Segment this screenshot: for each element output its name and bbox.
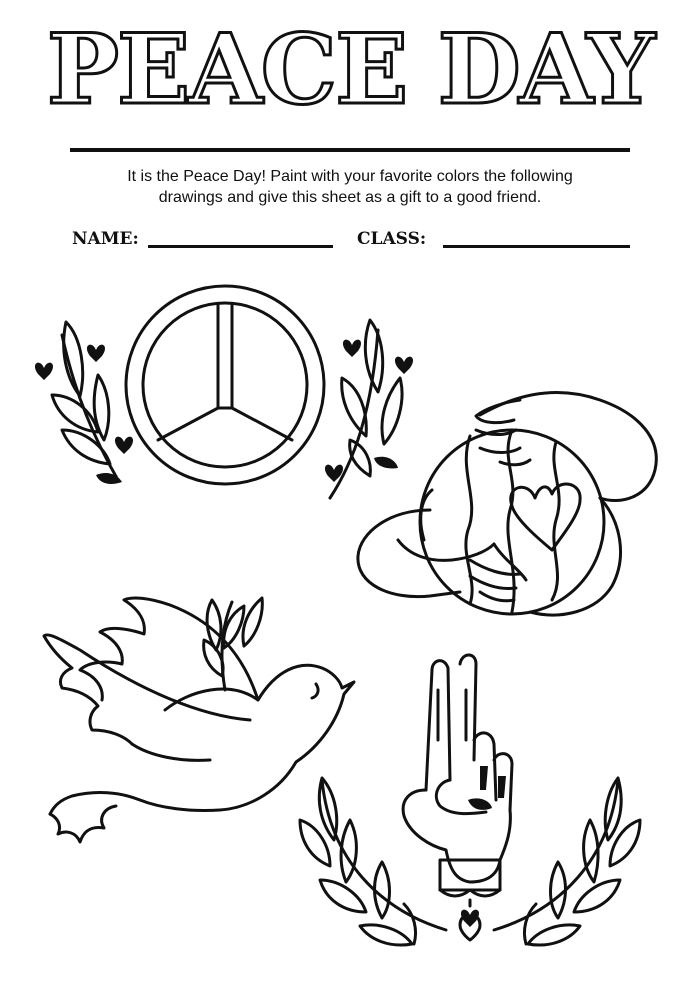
intro-line-2: drawings and give this sheet as a gift to a good friend. (158, 189, 542, 206)
name-label: NAME: (72, 229, 139, 249)
peace-sign-icon (126, 286, 324, 484)
olive-branch-icon (35, 322, 133, 484)
intro-line-1: It is the Peace Day! Paint with your favorite colors the following (127, 168, 573, 185)
laurel-icon (300, 778, 446, 945)
olive-branch-icon (325, 320, 413, 498)
dove-icon (44, 598, 354, 842)
globe-hug-icon (358, 393, 656, 615)
peace-hand-icon (403, 655, 512, 940)
page-title: PEACE DAY (46, 13, 654, 126)
class-label: CLASS: (357, 229, 427, 249)
laurel-icon (494, 778, 640, 945)
